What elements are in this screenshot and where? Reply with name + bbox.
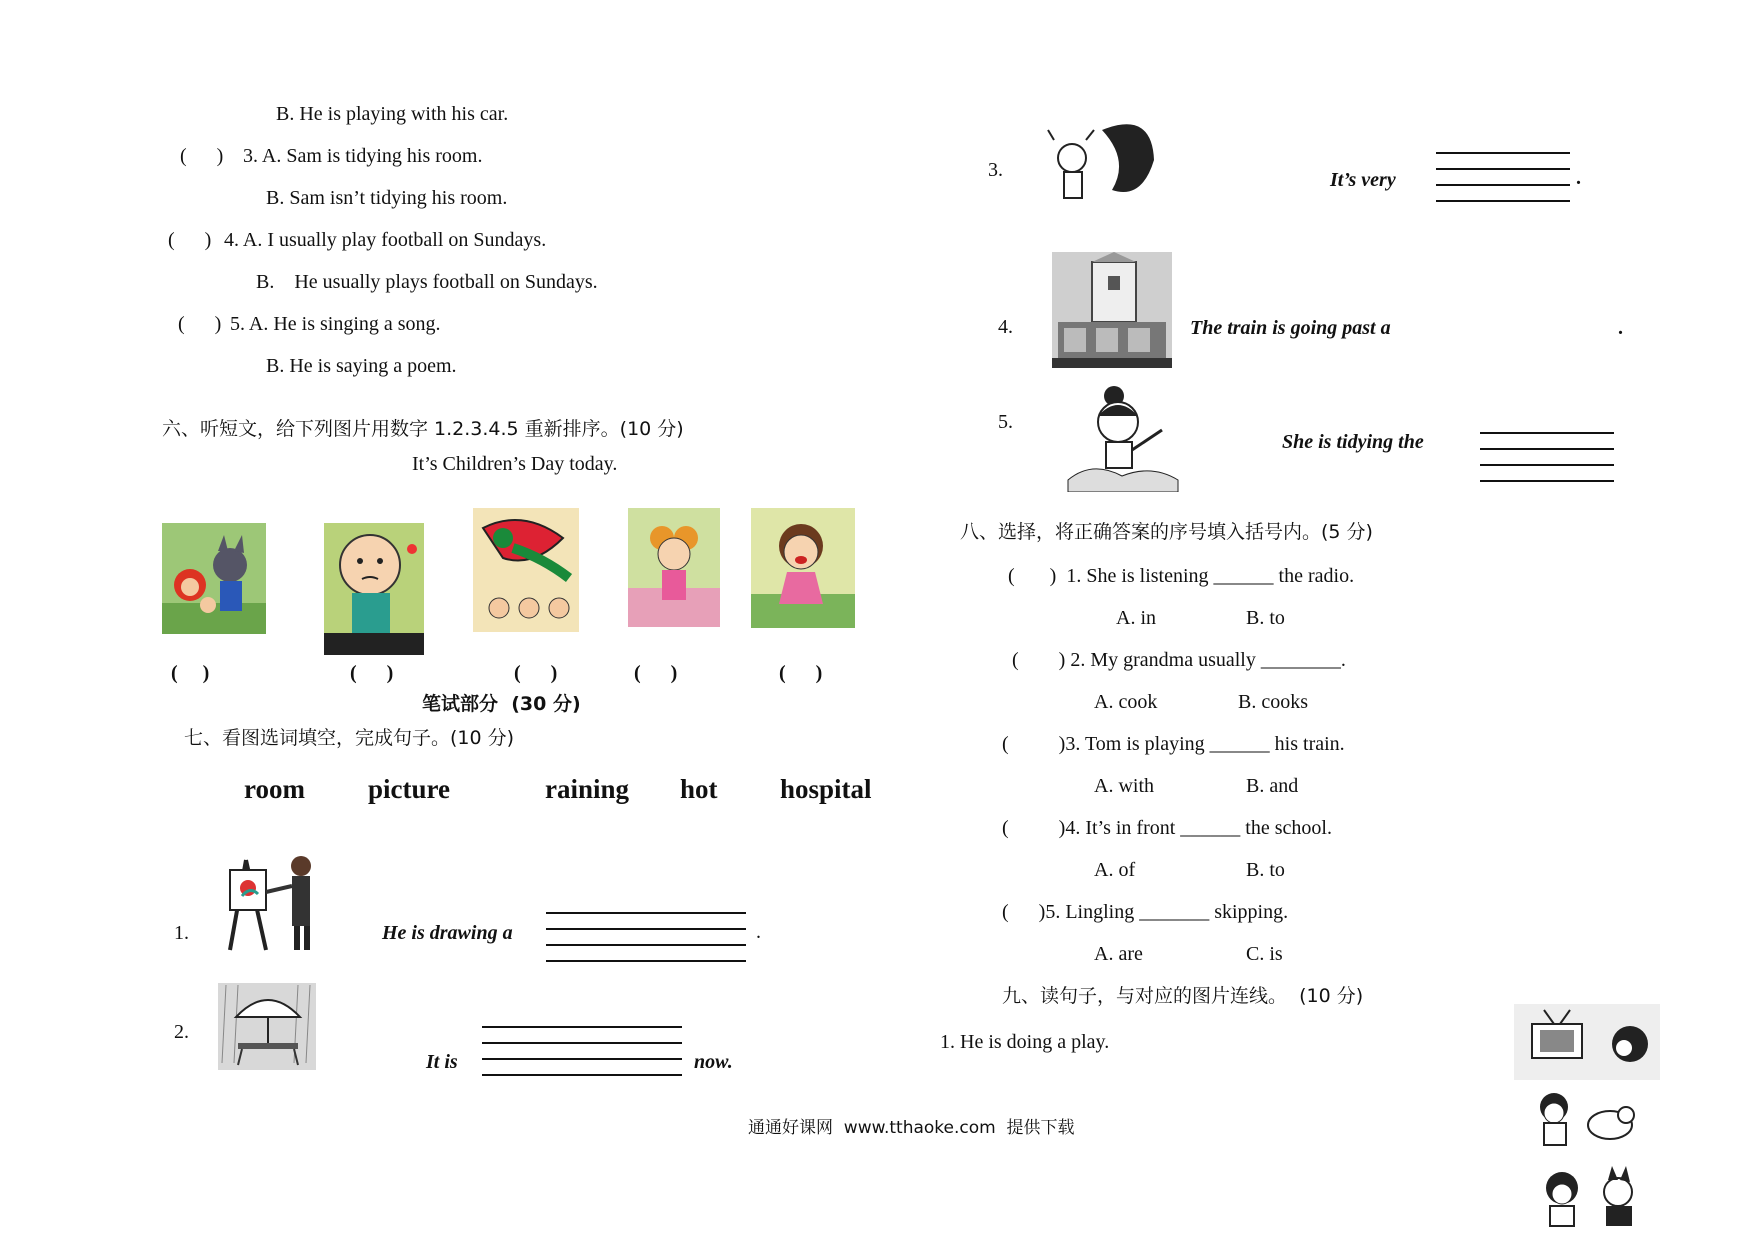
word-picture: picture	[368, 774, 450, 804]
picture-girl-with-dog	[1514, 1085, 1660, 1155]
picture-watching-tv	[1514, 1004, 1660, 1080]
picture-hot-sun	[1042, 120, 1154, 212]
q5-option-a: 5. A. He is singing a song.	[230, 313, 441, 335]
answer-line-2[interactable]	[482, 1026, 682, 1090]
picture-man-painting	[216, 846, 326, 952]
part9-title: 九、读句子，与对应的图片连线。 (10 分)	[1002, 985, 1364, 1007]
part8-q3: ( )3. Tom is playing ______ his train.	[1002, 733, 1345, 755]
written-section-header: 笔试部分 (30 分)	[422, 693, 581, 715]
picture-girl-skipping	[628, 508, 720, 627]
sentence-4-period: .	[1618, 317, 1623, 339]
part8-q2-option-b[interactable]: B. cooks	[1238, 691, 1308, 713]
part6-subtitle: It’s Children’s Day today.	[412, 453, 618, 475]
q2-option-b: B. He is playing with his car.	[276, 103, 509, 125]
word-hospital: hospital	[780, 774, 872, 804]
part8-q4: ( )4. It’s in front ______ the school.	[1002, 817, 1332, 839]
footer-credit: 通通好课网 www.tthaoke.com 提供下载	[748, 1118, 1075, 1138]
answer-bracket-3[interactable]: ( )	[514, 662, 558, 684]
sentence-3-number: 3.	[988, 159, 1003, 181]
sentence-1-text: He is drawing a	[382, 922, 513, 944]
q3-option-b: B. Sam isn’t tidying his room.	[266, 187, 508, 209]
answer-line-1[interactable]	[546, 912, 746, 976]
answer-bracket[interactable]: ( )	[180, 145, 224, 167]
sentence-3-text: It’s very	[1330, 169, 1396, 191]
sentence-1-period: .	[756, 921, 761, 943]
part9-sentence-1: 1. He is doing a play.	[940, 1031, 1110, 1053]
part8-q2-option-a[interactable]: A. cook	[1094, 691, 1158, 713]
sentence-5-number: 5.	[998, 411, 1013, 433]
word-room: room	[244, 774, 305, 804]
picture-train-hospital	[1052, 252, 1172, 368]
sentence-1-number: 1.	[174, 922, 189, 944]
part8-q1-option-b[interactable]: B. to	[1246, 607, 1285, 629]
part8-q5: ( )5. Lingling _______ skipping.	[1002, 901, 1289, 923]
sentence-4-number: 4.	[998, 316, 1013, 338]
picture-wolf-and-girl	[162, 523, 266, 634]
answer-bracket[interactable]: ( )	[178, 313, 222, 335]
part8-q2: ( ) 2. My grandma usually ________.	[1012, 649, 1346, 671]
sentence-3-period: .	[1576, 167, 1581, 189]
sentence-4-text: The train is going past a	[1190, 317, 1391, 339]
sentence-5-text: She is tidying the	[1282, 431, 1424, 453]
q4-option-b: B. He usually plays football on Sundays.	[256, 271, 598, 293]
part8-q1-option-a[interactable]: A. in	[1116, 607, 1156, 629]
sentence-2-post: now.	[694, 1051, 733, 1073]
answer-line-5[interactable]	[1480, 432, 1614, 496]
picture-dragon-dance	[473, 508, 579, 632]
part8-q4-option-a[interactable]: A. of	[1094, 859, 1136, 881]
picture-girl-and-wolf-play	[1514, 1160, 1660, 1232]
q4-option-a: 4. A. I usually play football on Sundays.	[224, 229, 547, 251]
part8-q1: ( ) 1. She is listening ______ the radio.	[1008, 565, 1355, 587]
q3-option-a: 3. A. Sam is tidying his room.	[243, 145, 483, 167]
part7-title: 七、看图选词填空，完成句子。(10 分)	[184, 727, 515, 749]
picture-girl-tidying	[1062, 380, 1184, 492]
part8-q3-option-a[interactable]: A. with	[1094, 775, 1154, 797]
sentence-2-number: 2.	[174, 1021, 189, 1043]
part8-title: 八、选择，将正确答案的序号填入括号内。(5 分)	[960, 521, 1373, 543]
sentence-2-pre: It is	[426, 1051, 458, 1073]
picture-rain-umbrella	[218, 983, 316, 1070]
answer-bracket-5[interactable]: ( )	[779, 662, 823, 684]
answer-line-3[interactable]	[1436, 152, 1570, 216]
picture-boy-thinking	[324, 523, 424, 655]
word-hot: hot	[680, 774, 718, 804]
part8-q4-option-b[interactable]: B. to	[1246, 859, 1285, 881]
answer-bracket[interactable]: ( )	[168, 229, 212, 251]
part6-title: 六、听短文，给下列图片用数字 1.2.3.4.5 重新排序。(10 分)	[162, 418, 684, 440]
answer-bracket-1[interactable]: ( )	[171, 662, 210, 684]
part8-q3-option-b[interactable]: B. and	[1246, 775, 1299, 797]
answer-bracket-4[interactable]: ( )	[634, 662, 678, 684]
word-raining: raining	[545, 774, 630, 804]
q5-option-b: B. He is saying a poem.	[266, 355, 457, 377]
part8-q5-option-b[interactable]: C. is	[1246, 943, 1283, 965]
picture-girl-dancing	[751, 508, 855, 628]
answer-bracket-2[interactable]: ( )	[350, 662, 394, 684]
part8-q5-option-a[interactable]: A. are	[1094, 943, 1143, 965]
